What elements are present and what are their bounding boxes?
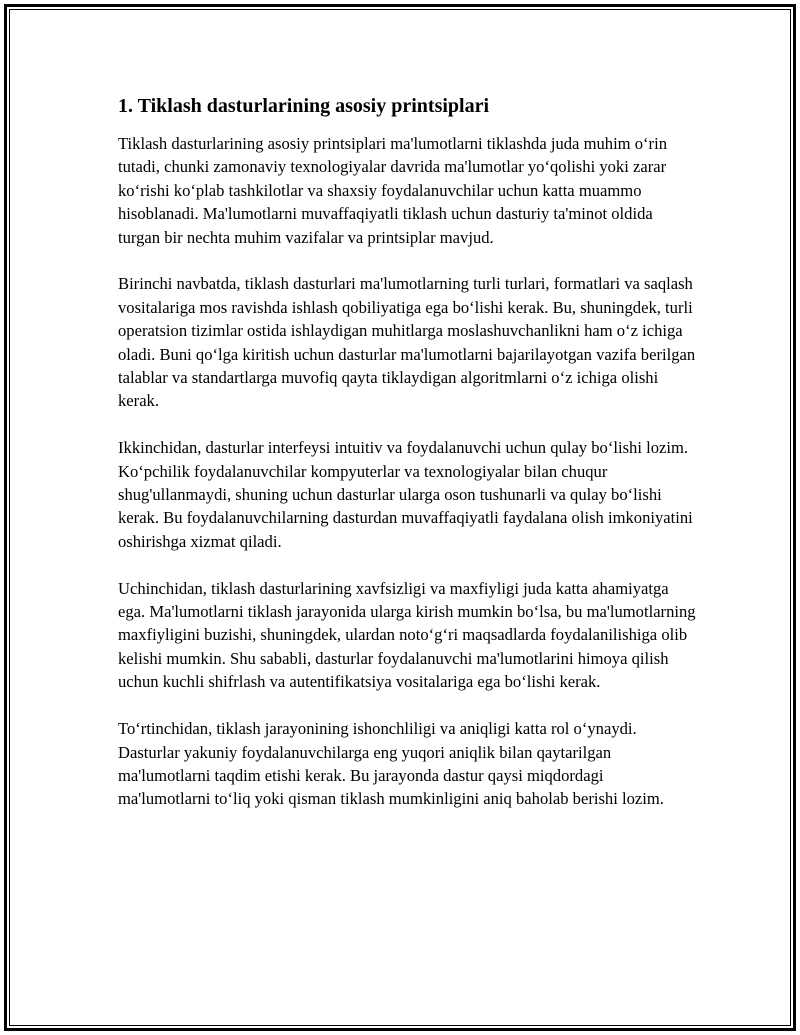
- paragraph-second: Ikkinchidan, dasturlar interfeysi intuitiv va foydalanuvchi uchun qulay bo‘lishi lozim. Ko‘pchilik foydalanuvchilar kompyuterlar va texnologiyalar bilan chuqur shug'ullanmaydi, shuning uchun dasturlar ularga oson tushunarli va qulay bo‘lishi kerak. Bu foydalanuvchilarning dasturdan muvaffaqiyatli faydalana olish imkoniyatini oshirishga xizmat qiladi.: [118, 438, 693, 551]
- paragraph-first: Birinchi navbatda, tiklash dasturlari ma'lumotlarning turli turlari, formatlari va saqlash vositalariga mos ravishda ishlash qobiliyatiga ega bo‘lishi kerak. Bu, shuningdek, turli operatsion tizimlar ostida ishlaydigan muhitlarga moslashuvchanlikni ham o‘z ichiga oladi. Buni qo‘lga kiritish uchun dasturlar ma'lumotlarni bajarilayotgan vazifa berilgan talablar va standartlarga muvofiq qayta tiklaydigan algoritmlarni o‘z ichiga olishi kerak.: [118, 274, 696, 411]
- document-body: [118, 94, 698, 834]
- paragraph-intro: Tiklash dasturlarining asosiy printsiplari ma'lumotlarni tiklashda juda muhim o‘rin tutadi, chunki zamonaviy texnologiyalar davrida ma'lumotlar yo‘qolishi yoki zarar ko‘rishi ko‘plab tashkilotlar va shaxsiy foydalanuvchilar uchun katta muammo hisoblanadi. Ma'lumotlarni muvaffaqiyatli tiklash uchun dasturiy ta'minot oldida turgan bir nechta muhim vazifalar va printsiplar mavjud.: [118, 134, 667, 247]
- section-heading: 1. Tiklash dasturlarining asosiy printsiplari: [118, 95, 490, 117]
- paragraph-third: Uchinchidan, tiklash dasturlarining xavfsizligi va maxfiyligi juda katta ahamiyatga ega. Ma'lumotlarni tiklash jarayonida ularga kirish mumkin bo‘lsa, bu ma'lumotlarning maxfiyligini buzishi, shuningdek, ulardan noto‘g‘ri maqsadlarda foydalanilishiga olib kelishi mumkin. Shu sababli, dasturlar foydalanuvchi ma'lumotlarini himoya qilish uchun kuchli shifrlash va autentifikatsiya vositalariga ega bo‘lishi kerak.: [118, 578, 696, 692]
- paragraph-fourth: To‘rtinchidan, tiklash jarayonining ishonchliligi va aniqligi katta rol o‘ynaydi. Dasturlar yakuniy foydalanuvchilarga eng yuqori aniqlik bilan qaytarilgan ma'lumotlarni taqdim etishi kerak. Bu jarayonda dastur qaysi miqdordagi ma'lumotlarni to‘liq yoki qisman tiklash mumkinligini aniq baholab berishi lozim.: [118, 719, 664, 809]
